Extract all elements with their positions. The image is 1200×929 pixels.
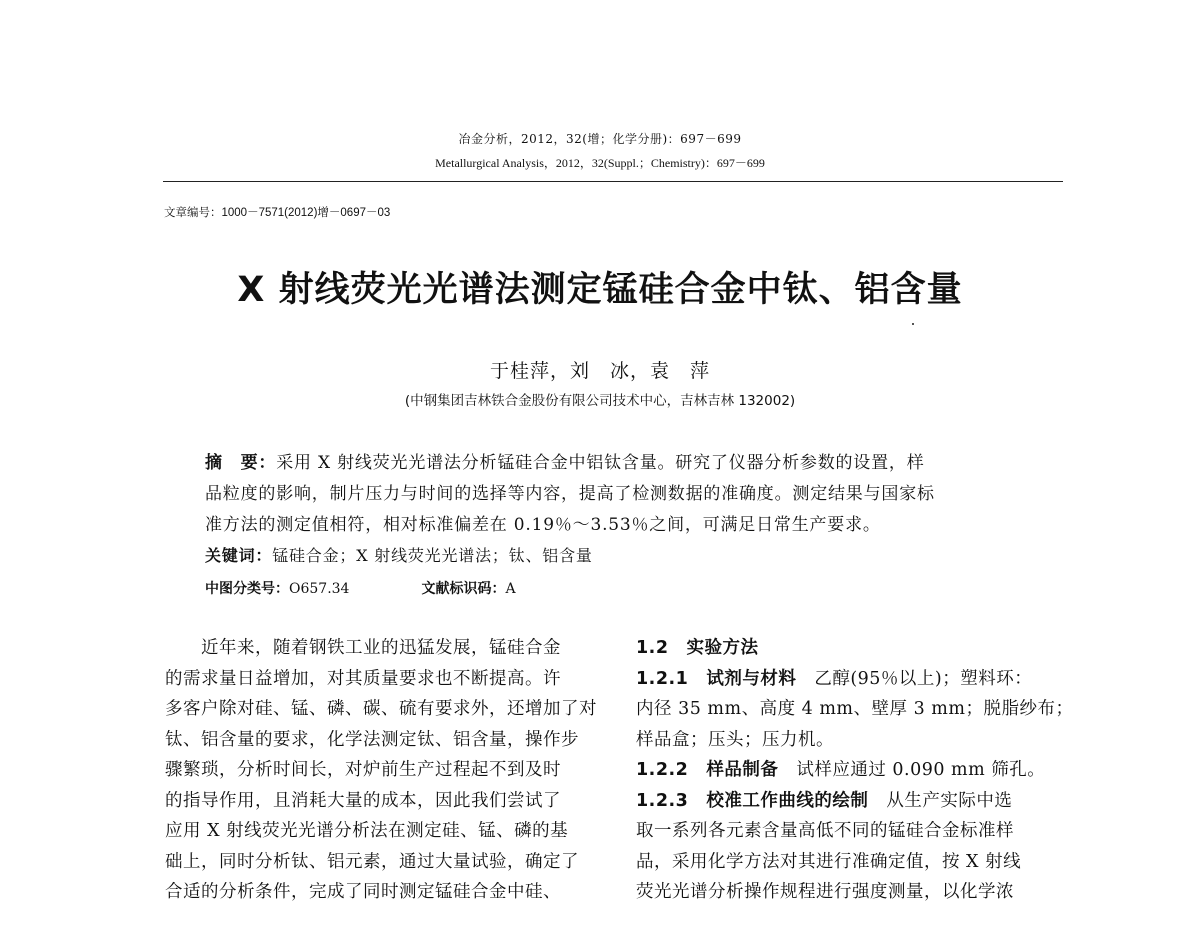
body-line: 荧光光谱分析操作规程进行强度测量，以化学浓 — [636, 882, 1014, 902]
body-line: 合适的分析条件，完成了同时测定锰硅合金中硅、 — [165, 882, 561, 902]
body-line — [636, 664, 1076, 695]
keywords — [205, 543, 593, 566]
body-line: 的指导作用，且消耗大量的成本，因此我们尝试了 — [165, 790, 561, 811]
paper-title: X 射线荧光光谱法测定锰硅合金中钛、铝含量 — [237, 270, 963, 310]
subsection-text: 试样应通过 0.090 mm 筛孔。 — [796, 760, 1046, 780]
subsection-heading-1-2-1: 1.2.1 试剂与材料 — [636, 668, 797, 689]
subsection-text: 乙醇(95％以上)；塑料环： — [814, 668, 1033, 689]
section-heading-1-2: 1.2 实验方法 — [636, 638, 759, 658]
body-line: 钛、铝含量的要求，化学法测定钛、铝含量，操作步 — [165, 729, 579, 750]
body-line: 样品盒；压头；压力机。 — [636, 729, 834, 750]
doc-code-label: 文献标识码： — [421, 581, 506, 597]
affiliation: (中钢集团吉林铁合金股份有限公司技术中心，吉林吉林 132002) — [404, 393, 796, 409]
journal-citation-cn: 冶金分析，2012，32(增；化学分册)：697－699 — [458, 132, 742, 146]
body-line: 应用 X 射线荧光光谱分析法在测定硅、锰、磷的基 — [165, 821, 569, 841]
abstract — [205, 448, 1025, 541]
body-line: 的需求量日益增加，对其质量要求也不断提高。许 — [165, 668, 561, 689]
body-line: 近年来，随着钢铁工业的迅猛发展，锰硅合金 — [201, 638, 561, 658]
article-number: 文章编号：1000－7571(2012)增－0697－03 — [164, 207, 391, 219]
body-line: 品，采用化学方法对其进行准确定值，按 X 射线 — [636, 851, 1022, 872]
header-rule — [163, 181, 1063, 182]
authors: 于桂萍，刘 冰，袁 萍 — [489, 360, 710, 382]
body-column-left — [165, 633, 605, 908]
abstract-line: 准方法的测定值相符，相对标准偏差在 0.19％～3.53％之间，可满足日常生产要求。 — [205, 515, 881, 535]
keywords-text: 锰硅合金；X 射线荧光光谱法；钛、铝含量 — [272, 546, 593, 565]
speck — [912, 323, 914, 325]
subsection-heading-1-2-2: 1.2.2 样品制备 — [636, 760, 779, 780]
abstract-line: 品粒度的影响，制片压力与时间的选择等内容，提高了检测数据的准确度。测定结果与国家标 — [205, 484, 935, 504]
subsection-text: 从生产实际中选 — [886, 790, 1013, 811]
clc-label: 中图分类号： — [205, 581, 289, 597]
abstract-text: 采用 X 射线荧光光谱法分析锰硅合金中铝钛含量。研究了仪器分析参数的设置，样 — [276, 453, 925, 473]
body-line: 多客户除对硅、锰、磷、碳、硫有要求外，还增加了对 — [165, 699, 597, 719]
subsection-heading-1-2-3: 1.2.3 校准工作曲线的绘制 — [636, 790, 869, 811]
clc-value: O657.34 — [289, 581, 350, 597]
journal-citation-en: Metallurgical Analysis，2012，32(Suppl.；Chemistry)：697－699 — [435, 156, 765, 170]
body-line: 内径 35 mm、高度 4 mm、壁厚 3 mm；脱脂纱布； — [636, 699, 1074, 719]
abstract-line — [205, 448, 1025, 479]
classification-row — [205, 578, 516, 598]
doc-code-value: A — [505, 581, 516, 597]
body-line — [636, 755, 1076, 786]
body-line: 础上，同时分析钛、铝元素，通过大量试验，确定了 — [165, 851, 579, 872]
body-line: 取一系列各元素含量高低不同的锰硅合金标准样 — [636, 821, 1014, 841]
body-column-right — [636, 633, 1076, 908]
abstract-label: 摘 要： — [205, 453, 277, 473]
body-line — [636, 786, 1076, 817]
body-line: 骤繁琐，分析时间长，对炉前生产过程起不到及时 — [165, 760, 561, 780]
keywords-label: 关键词： — [205, 546, 273, 565]
